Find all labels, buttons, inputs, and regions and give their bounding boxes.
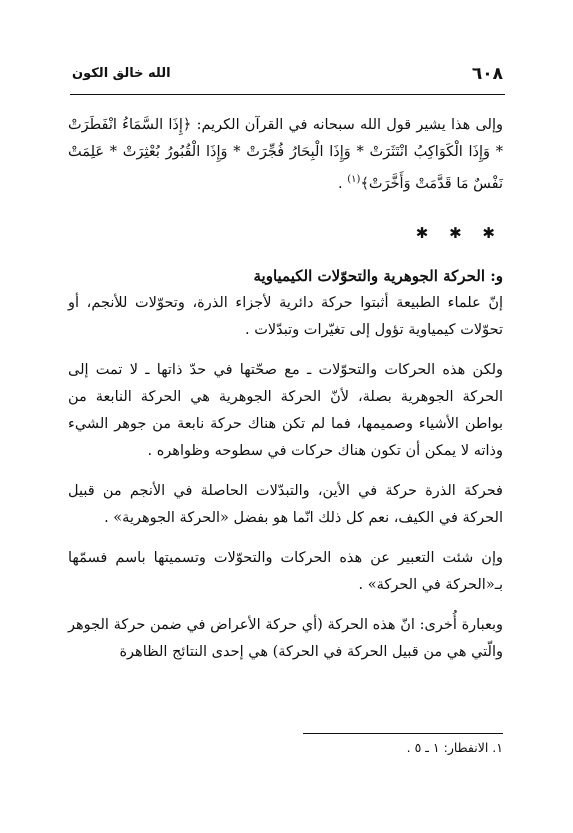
running-title: الله خالق الكون: [72, 66, 171, 81]
paragraph-4: وإن شئت التعبير عن هذه الحركات والتحوّلات وتسميتها باسم فسمّها بـ«الحركة في الحركة» .: [68, 549, 503, 593]
paragraph-1: إنّ علماء الطبيعة أثبتوا حركة دائرية لأجزاء الذرة، وتحوّلات للأنجم، أو تحوّلات كيمياوية تؤول إلى تغيّرات وتبدّلات .: [68, 294, 503, 338]
intro-end: .: [338, 175, 348, 192]
body-text: [68, 112, 503, 679]
paragraph-2: ولكن هذه الحركات والتحوّلات ـ مع صحّتها في حدّ ذاتها ـ لا تمت إلى الحركة الجوهرية بصلة، لأنّ الحركة الجوهرية هي الحركة النابعة من بواطن الأشياء وصميمها، فما لم تكن هناك حركة نابعة من جوهر الشيء وذاته لا يمكن أن تكون هناك حركات في سطوحه وظواهره .: [68, 361, 503, 459]
quran-quote-text: وإلى هذا يشير قول الله سبحانه في القرآن الكريم: ﴿إِذَا السَّمَاءُ انْفَطَرَتْ * وَإِذَا الْكَوَاكِبُ انْتَثَرَتْ * وَإِذَا الْبِحَارُ فُجِّرَتْ * وَإِذَا الْقُبُورُ بُعْثِرَتْ * عَلِمَتْ نَفْسٌ مَا قَدَّمَتْ وَأَخَّرَتْ﴾: [68, 117, 503, 192]
footnote-rule: [303, 733, 503, 734]
paragraph-3: فحركة الذرة حركة في الأين، والتبدّلات الحاصلة في الأنجم من قبيل الحركة في الكيف، نعم كل ذلك انّما هو بفضل «الحركة الجوهرية» .: [68, 482, 503, 526]
header-rule: [70, 94, 505, 95]
section-heading: و: الحركة الجوهرية والتحوّلات الكيمياوية: [253, 266, 503, 285]
page-number: ٦٠٨: [471, 64, 503, 84]
footnote-ref: (١): [347, 174, 361, 185]
page-header: [72, 64, 503, 86]
section-separator: ✱ ✱ ✱: [415, 223, 503, 242]
footnote: ١. الانفطار: ١ ـ ٥ .: [406, 740, 503, 755]
paragraph-5: وبعبارة أُخرى: انّ هذه الحركة (أي حركة الأعراض في ضمن حركة الجوهر والّتي هي من قبيل الحركة في الحركة) هي إحدى النتائج الظاهرة: [68, 616, 503, 660]
intro-paragraph: [68, 112, 503, 198]
